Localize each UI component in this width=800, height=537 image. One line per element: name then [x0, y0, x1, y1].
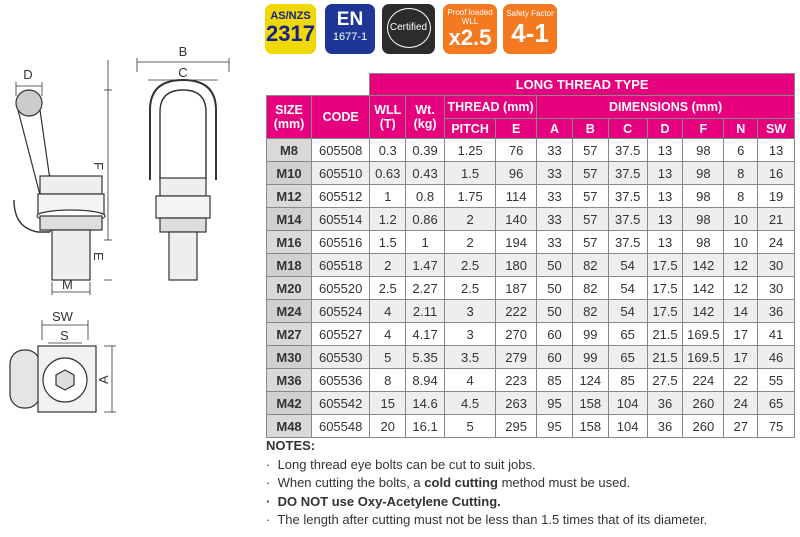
size-cell: M24: [267, 300, 312, 323]
table-row: [267, 415, 795, 438]
size-cell: M48: [267, 415, 312, 438]
table-cell: 605536: [312, 369, 370, 392]
table-cell: 260: [683, 392, 724, 415]
table-cell: 0.3: [370, 139, 406, 162]
bullet: ·: [266, 475, 271, 490]
table-cell: 99: [572, 346, 608, 369]
long-thread-spec-table: [266, 73, 795, 438]
col-header-a: A: [537, 119, 573, 139]
table-row: [267, 392, 795, 415]
table-cell: 13: [647, 185, 683, 208]
table-cell: 33: [537, 208, 573, 231]
table-cell: 0.63: [370, 162, 406, 185]
table-cell: 270: [496, 323, 537, 346]
table-cell: 4: [370, 323, 406, 346]
badge-line: EN: [336, 9, 364, 30]
bullet: ·: [266, 456, 271, 472]
table-cell: 0.86: [406, 208, 445, 231]
table-cell: 140: [496, 208, 537, 231]
table-cell: 17: [724, 346, 758, 369]
table-cell: 114: [496, 185, 537, 208]
table-cell: 142: [683, 277, 724, 300]
table-cell: 54: [608, 300, 647, 323]
table-cell: 224: [683, 369, 724, 392]
table-cell: 4: [370, 300, 406, 323]
table-cell: 3: [445, 323, 496, 346]
col-header-d: D: [647, 119, 683, 139]
table-cell: 142: [683, 254, 724, 277]
table-cell: 33: [537, 139, 573, 162]
table-cell: 4: [445, 369, 496, 392]
table-cell: 20: [370, 415, 406, 438]
table-cell: 158: [572, 392, 608, 415]
badge-line: 1677-1: [332, 31, 368, 43]
table-cell: 16.1: [406, 415, 445, 438]
table-cell: 5.35: [406, 346, 445, 369]
note-text: The length after cutting must not be less than 1.5 times that of its diameter.: [277, 512, 708, 527]
table-cell: 605510: [312, 162, 370, 185]
table-cell: 17.5: [647, 300, 683, 323]
table-cell: 37.5: [608, 185, 647, 208]
table-cell: 1.47: [406, 254, 445, 277]
badge-line: Proof loaded: [447, 8, 493, 17]
table-cell: 14: [724, 300, 758, 323]
table-cell: 169.5: [683, 346, 724, 369]
table-cell: 57: [572, 231, 608, 254]
header-unit: (mm): [273, 117, 305, 131]
note-warning: DO NOT use Oxy-Acetylene Cutting.: [277, 493, 501, 509]
table-cell: 142: [683, 300, 724, 323]
table-cell: 15: [370, 392, 406, 415]
table-cell: 36: [758, 300, 795, 323]
table-cell: 24: [724, 392, 758, 415]
table-cell: 57: [572, 185, 608, 208]
table-cell: 5: [370, 346, 406, 369]
table-cell: 12: [724, 277, 758, 300]
table-cell: 85: [537, 369, 573, 392]
table-cell: 3.5: [445, 346, 496, 369]
table-cell: 98: [683, 139, 724, 162]
col-header-n: N: [724, 119, 758, 139]
table-cell: 41: [758, 323, 795, 346]
table-cell: 33: [537, 162, 573, 185]
table-cell: 98: [683, 162, 724, 185]
en-1677-badge: [325, 4, 375, 54]
table-cell: 65: [758, 392, 795, 415]
table-row: [267, 254, 795, 277]
size-cell: M27: [267, 323, 312, 346]
table-cell: 1.5: [370, 231, 406, 254]
table-cell: 194: [496, 231, 537, 254]
table-cell: 13: [647, 208, 683, 231]
dim-label-m: M: [62, 277, 73, 292]
table-cell: 605514: [312, 208, 370, 231]
table-cell: 158: [572, 415, 608, 438]
notes-heading: NOTES:: [266, 438, 316, 453]
table-cell: 8.94: [406, 369, 445, 392]
header-text: WLL: [374, 103, 402, 117]
table-cell: 30: [758, 277, 795, 300]
dim-label-c: C: [178, 65, 188, 80]
table-cell: 60: [537, 323, 573, 346]
table-cell: 27: [724, 415, 758, 438]
table-row: [267, 185, 795, 208]
table-cell: 605518: [312, 254, 370, 277]
table-cell: 37.5: [608, 231, 647, 254]
table-cell: 6: [724, 139, 758, 162]
table-cell: 2.11: [406, 300, 445, 323]
table-cell: 82: [572, 300, 608, 323]
table-cell: 279: [496, 346, 537, 369]
badge-line: x2.5: [448, 25, 492, 50]
table-cell: 17.5: [647, 254, 683, 277]
dim-label-b: B: [178, 44, 188, 59]
table-cell: 16: [758, 162, 795, 185]
table-cell: 0.43: [406, 162, 445, 185]
table-cell: 57: [572, 139, 608, 162]
col-header-pitch: PITCH: [445, 119, 496, 139]
dim-label-a: A: [96, 375, 111, 384]
header-unit: (kg): [413, 117, 437, 131]
table-cell: 36: [647, 392, 683, 415]
note-item: [266, 511, 707, 530]
table-cell: 98: [683, 231, 724, 254]
note-text: Long thread eye bolts can be cut to suit jobs.: [277, 456, 536, 472]
table-row: [267, 139, 795, 162]
table-cell: 57: [572, 162, 608, 185]
eye-bolt-technical-drawing: [0, 0, 260, 430]
table-cell: 33: [537, 185, 573, 208]
certified-seal: Certified: [387, 8, 431, 48]
table-cell: 2: [370, 254, 406, 277]
dim-label-d: D: [23, 67, 33, 82]
table-cell: 37.5: [608, 208, 647, 231]
certified-badge: [382, 4, 435, 54]
notes-section: [266, 437, 707, 530]
safety-factor-badge: [503, 4, 557, 54]
size-cell: M18: [267, 254, 312, 277]
table-cell: 605548: [312, 415, 370, 438]
size-cell: M16: [267, 231, 312, 254]
table-cell: 0.8: [406, 185, 445, 208]
size-cell: M8: [267, 139, 312, 162]
table-cell: 1: [370, 185, 406, 208]
table-cell: 21: [758, 208, 795, 231]
bullet: ·: [266, 512, 271, 527]
bullet: ·: [266, 493, 271, 509]
table-row: [267, 369, 795, 392]
table-cell: 1.2: [370, 208, 406, 231]
table-cell: 17: [724, 323, 758, 346]
size-cell: M42: [267, 392, 312, 415]
table-cell: 263: [496, 392, 537, 415]
header-text: SIZE: [275, 103, 303, 117]
table-cell: 260: [683, 415, 724, 438]
table-row: [267, 231, 795, 254]
table-cell: 8: [370, 369, 406, 392]
badge-line: Safety Factor: [506, 9, 554, 18]
table-cell: 104: [608, 392, 647, 415]
table-cell: 605524: [312, 300, 370, 323]
table-cell: 180: [496, 254, 537, 277]
table-cell: 96: [496, 162, 537, 185]
col-header-wt: [406, 96, 445, 139]
table-row: [267, 277, 795, 300]
col-group-dimensions: DIMENSIONS (mm): [537, 96, 795, 119]
col-header-size: [267, 96, 312, 139]
table-cell: 3: [445, 300, 496, 323]
table-row: [267, 300, 795, 323]
size-cell: M36: [267, 369, 312, 392]
table-cell: 85: [608, 369, 647, 392]
col-header-c: C: [608, 119, 647, 139]
table-cell: 76: [496, 139, 537, 162]
table-cell: 4.17: [406, 323, 445, 346]
size-cell: M12: [267, 185, 312, 208]
table-cell: 2.5: [445, 254, 496, 277]
col-header-b: B: [572, 119, 608, 139]
badge-line: WLL: [461, 17, 479, 26]
table-cell: 30: [758, 254, 795, 277]
dim-label-s: S: [60, 328, 69, 343]
table-cell: 60: [537, 346, 573, 369]
table-cell: 27.5: [647, 369, 683, 392]
table-cell: 33: [537, 231, 573, 254]
table-cell: 24: [758, 231, 795, 254]
table-row: [267, 208, 795, 231]
table-cell: 2: [445, 208, 496, 231]
table-cell: 13: [647, 139, 683, 162]
table-cell: 65: [608, 323, 647, 346]
table-cell: 82: [572, 254, 608, 277]
table-cell: 82: [572, 277, 608, 300]
table-cell: 75: [758, 415, 795, 438]
table-cell: 8: [724, 162, 758, 185]
table-cell: 295: [496, 415, 537, 438]
table-cell: 50: [537, 277, 573, 300]
table-cell: 605512: [312, 185, 370, 208]
table-cell: 99: [572, 323, 608, 346]
table-row: [267, 346, 795, 369]
size-cell: M30: [267, 346, 312, 369]
table-cell: 222: [496, 300, 537, 323]
table-cell: 21.5: [647, 323, 683, 346]
table-cell: 223: [496, 369, 537, 392]
table-cell: 605530: [312, 346, 370, 369]
table-cell: 1.5: [445, 162, 496, 185]
table-cell: 12: [724, 254, 758, 277]
table-cell: 55: [758, 369, 795, 392]
table-cell: 169.5: [683, 323, 724, 346]
table-cell: 95: [537, 392, 573, 415]
table-cell: 54: [608, 277, 647, 300]
badge-line: 2317: [266, 21, 315, 46]
table-cell: 46: [758, 346, 795, 369]
table-cell: 13: [647, 162, 683, 185]
col-group-thread: THREAD (mm): [445, 96, 537, 119]
table-cell: 0.39: [406, 139, 445, 162]
note-emphasis: cold cutting: [424, 475, 498, 490]
table-cell: 37.5: [608, 139, 647, 162]
table-cell: 2.27: [406, 277, 445, 300]
table-body: [267, 139, 795, 438]
table-cell: 54: [608, 254, 647, 277]
proof-loaded-badge: [443, 4, 497, 54]
dim-label-sw: SW: [52, 309, 73, 324]
table-cell: 2.5: [445, 277, 496, 300]
table-cell: 14.6: [406, 392, 445, 415]
size-cell: M14: [267, 208, 312, 231]
table-cell: 36: [647, 415, 683, 438]
table-cell: 50: [537, 254, 573, 277]
table-cell: 5: [445, 415, 496, 438]
table-row: [267, 323, 795, 346]
table-cell: 605542: [312, 392, 370, 415]
table-cell: 98: [683, 208, 724, 231]
table-cell: 4.5: [445, 392, 496, 415]
size-cell: M10: [267, 162, 312, 185]
col-header-code: CODE: [312, 96, 370, 139]
table-cell: 10: [724, 231, 758, 254]
badge-line: 4-1: [511, 18, 549, 48]
table-cell: 8: [724, 185, 758, 208]
badge-line: AS/NZS: [270, 10, 311, 22]
table-cell: 605508: [312, 139, 370, 162]
size-cell: M20: [267, 277, 312, 300]
col-header-wll: [370, 96, 406, 139]
table-cell: 2.5: [370, 277, 406, 300]
table-cell: 98: [683, 185, 724, 208]
note-item: [266, 456, 707, 475]
table-cell: 22: [724, 369, 758, 392]
col-header-f: F: [683, 119, 724, 139]
table-cell: 605516: [312, 231, 370, 254]
table-cell: 1.25: [445, 139, 496, 162]
table-cell: 95: [537, 415, 573, 438]
table-cell: 1: [406, 231, 445, 254]
table-cell: 21.5: [647, 346, 683, 369]
table-cell: 65: [608, 346, 647, 369]
dim-label-e: E: [91, 252, 106, 261]
header-text: Wt.: [415, 103, 435, 117]
as-nzs-2317-badge: [265, 4, 316, 54]
table-cell: 37.5: [608, 162, 647, 185]
table-cell: 13: [647, 231, 683, 254]
table-cell: 1.75: [445, 185, 496, 208]
table-cell: 104: [608, 415, 647, 438]
table-cell: 57: [572, 208, 608, 231]
col-header-sw: SW: [758, 119, 795, 139]
note-text: method must be used.: [497, 475, 631, 490]
note-text: When cutting the bolts, a: [277, 475, 425, 490]
table-cell: 13: [758, 139, 795, 162]
col-header-e: E: [496, 119, 537, 139]
front-view: [137, 58, 229, 280]
header-unit: (T): [379, 117, 396, 131]
table-cell: 10: [724, 208, 758, 231]
table-cell: 2: [445, 231, 496, 254]
table-cell: 19: [758, 185, 795, 208]
table-row: [267, 162, 795, 185]
table-cell: 605527: [312, 323, 370, 346]
table-title: LONG THREAD TYPE: [370, 74, 795, 96]
table-cell: 17.5: [647, 277, 683, 300]
table-cell: 124: [572, 369, 608, 392]
note-item: [266, 493, 707, 512]
table-cell: 605520: [312, 277, 370, 300]
note-item: [266, 474, 707, 493]
table-cell: 50: [537, 300, 573, 323]
dim-label-f: F: [91, 162, 106, 170]
table-cell: 187: [496, 277, 537, 300]
